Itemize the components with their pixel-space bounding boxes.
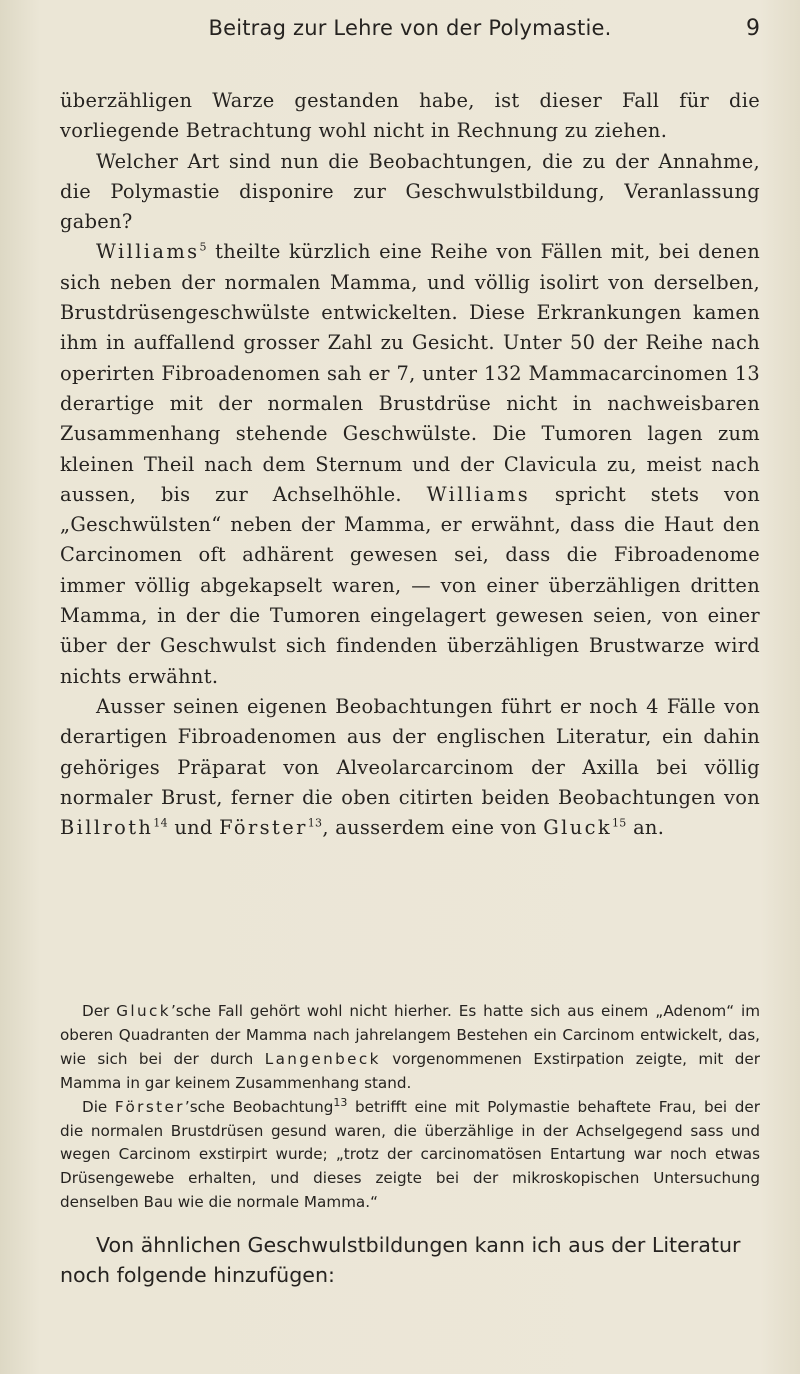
reference-number: 13 xyxy=(307,816,323,830)
author-name: Billroth xyxy=(60,816,154,840)
paragraph-3 xyxy=(60,237,760,691)
paragraph-text: spricht stets von „Geschwülsten“ neben der Mamma, er erwähnt, dass die Haut den Carcinomen oft adhärent gewesen sei, dass die Fibroadenome immer völlig abgekapselt waren, — von einer überzähligen dritten Mamma, in der die Tumoren eingelagert gewesen seien, von einer über der Geschwulst sich findenden überzähligen Brustwarze wird nichts erwähnt. xyxy=(60,482,760,688)
page-header xyxy=(60,16,760,50)
author-name: Williams xyxy=(426,482,531,506)
paragraph-4 xyxy=(60,692,760,843)
note-text: ’sche Fall gehört wohl nicht hierher. Es hatte sich aus einem „Adenom“ im oberen Quadranten der Mamma nach jahrelangem Bestehen ein Carcinom entwickelt, das, wie sich bei der durch xyxy=(60,1002,760,1068)
note-1 xyxy=(60,1000,760,1096)
reference-number: 15 xyxy=(612,816,627,830)
reference-number: 13 xyxy=(333,1095,348,1109)
reference-number: 14 xyxy=(153,816,168,830)
paragraph-text: theilte kürzlich eine Reihe von Fällen mit, bei denen sich neben der normalen Mamma, und völlig isolirt von derselben, Brustdrüsengeschwülste entwickelten. Diese Erkrankungen kamen ihm in auffallend grosser Zahl zu Gesicht. Unter 50 der Reihe nach operirten Fibroadenomen sah er 7, unter 132 Mammacarcinomen 13 derartige mit der normalen Brustdrüse nicht in nachweisbaren Zusammenhang stehende Geschwülste. Die Tumoren lagen zum kleinen Theil nach dem Sternum und der Clavicula zu, meist nach aussen, bis zur Achselhöhle. xyxy=(60,240,760,506)
main-text xyxy=(60,86,760,843)
author-name: Förster xyxy=(114,1097,185,1116)
running-title: Beitrag zur Lehre von der Polymastie. xyxy=(208,16,612,40)
paragraph-text: , ausserdem eine von xyxy=(322,816,544,840)
note-text: betrifft eine mit Polymastie behaftete Frau, bei der die normalen Brustdrüsen gesund waren, die überzählige in der Achselgegend sass und wegen Carcinom exstirpirt wurde; „trotz der carcinomatösen Entartung war noch etwas Drüsengewebe erhalten, und dieses zeigte bei der mikroskopischen Untersuchung denselben Bau wie die normale Mamma.“ xyxy=(60,1097,760,1212)
paragraph-text: an. xyxy=(626,816,665,840)
closing-text: Von ähnlichen Geschwulstbildungen kann ich aus der Literatur noch folgende hinzufügen: xyxy=(60,1233,741,1287)
author-name: Förster xyxy=(219,816,308,840)
paragraph-1: überzähligen Warze gestanden habe, ist dieser Fall für die vorliegende Betrachtung wohl nicht in Rechnung zu ziehen. xyxy=(60,89,760,143)
author-name: Gluck xyxy=(116,1002,171,1020)
note-text: vorgenommenen Exstirpation zeigte, mit der Mamma in gar keinem Zusammenhang stand. xyxy=(60,1049,760,1092)
closing-paragraph xyxy=(60,1230,760,1290)
author-name: Williams xyxy=(96,240,200,264)
note-text: Die xyxy=(82,1097,115,1116)
author-name: Langenbeck xyxy=(264,1049,381,1068)
author-name: Gluck xyxy=(543,816,612,840)
reference-number: 5 xyxy=(199,241,207,255)
paragraph-text: Ausser seinen eigenen Beobachtungen führt er noch 4 Fälle von derartigen Fibroadenomen aus der englischen Literatur, ein dahin gehöriges Präparat von Alveolarcarcinom der Axilla bei völlig normaler Brust, ferner die oben citirten beiden Beobachtungen von xyxy=(60,694,760,809)
paragraph-text: und xyxy=(167,816,220,840)
note-text: Der xyxy=(82,1002,117,1020)
note-2 xyxy=(60,1096,760,1216)
page-number: 9 xyxy=(746,16,760,41)
notes-block xyxy=(60,1000,760,1215)
note-text: ’sche Beobachtung xyxy=(184,1097,334,1116)
paragraph-2: Welcher Art sind nun die Beobachtungen, die zu der Annahme, die Polymastie disponire zur Geschwulstbildung, Veranlassung gaben? xyxy=(60,149,760,234)
